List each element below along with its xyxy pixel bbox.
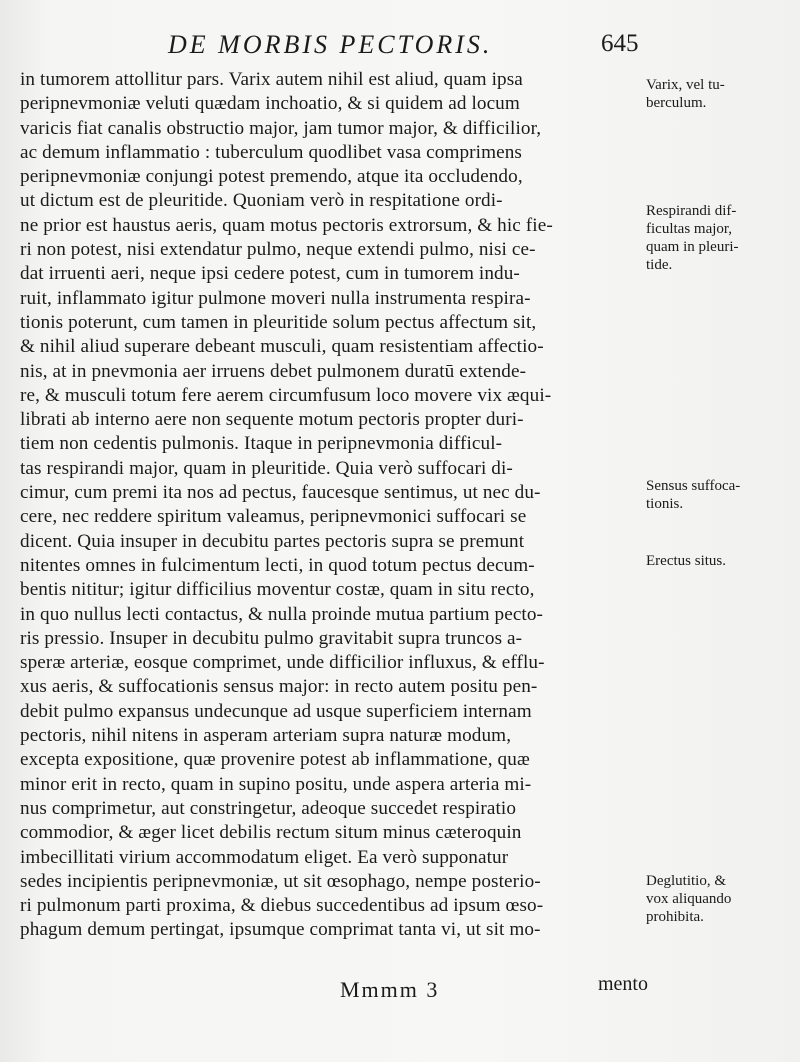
margin-note-varix xyxy=(646,76,798,112)
text-line: varicis fiat canalis obstructio major, jam tumor major, & difficilior, xyxy=(20,117,542,139)
text-line: cimur, cum premi ita nos ad pectus, faucesque sentimus, ut nec du- xyxy=(20,482,541,504)
text-line: minor erit in recto, quam in supino positu, unde aspera arteria mi- xyxy=(20,773,532,795)
text-line: ut dictum est de pleuritide. Quoniam verò in respitatione ordi- xyxy=(20,190,503,212)
text-line: ris pressio. Insuper in decubitu pulmo gravitabit supra truncos a- xyxy=(20,627,523,649)
catchword: mento xyxy=(598,973,648,995)
text-line: peripnevmoniæ conjungi potest premendo, atque ita occludendo, xyxy=(20,166,523,188)
margin-note-line: Varix, vel tu- xyxy=(646,77,725,93)
text-line: in tumorem attollitur pars. Varix autem nihil est aliud, quam ipsa xyxy=(20,69,523,90)
margin-note-deglutitio xyxy=(646,872,798,926)
text-line: & nihil aliud superare debeant musculi, quam resistentiam affectio- xyxy=(20,336,544,358)
running-head: DE MORBIS PECTORIS. xyxy=(168,30,493,59)
margin-note-line: Erectus situs. xyxy=(646,553,726,569)
margin-note-erectus xyxy=(646,552,798,570)
text-line: speræ arteriæ, eosque comprimet, unde difficilior influxus, & efflu- xyxy=(20,652,545,674)
margin-note-line: vox aliquando xyxy=(646,891,732,907)
text-line: ruit, inflammato igitur pulmone moveri nulla instrumenta respira- xyxy=(20,287,531,309)
margin-note-line: quam in pleuri- xyxy=(646,239,739,255)
text-line: sedes incipientis peripnevmoniæ, ut sit œsophago, nempe posterio- xyxy=(20,870,541,892)
text-line: imbecillitati virium accommodatum eliget. Ea verò supponatur xyxy=(20,846,509,868)
text-line: phagum demum pertingat, ipsumque comprimat tanta vi, ut sit mo- xyxy=(20,919,541,941)
text-line: librati ab interno aere non sequente motum pectoris propter duri- xyxy=(20,409,524,431)
text-line: bentis nititur; igitur difficilius moventur costæ, quam in situ recto, xyxy=(20,579,535,601)
text-line: ac demum inflammatio : tuberculum quodlibet vasa comprimens xyxy=(20,141,522,163)
text-line: re, & musculi totum fere aerem circumfusum loco movere vix æqui- xyxy=(20,384,552,406)
margin-note-line: ficultas major, xyxy=(646,221,733,237)
text-line: dat irruenti aeri, neque ipsi cedere potest, cum in tumorem indu- xyxy=(20,263,520,285)
text-line: cere, nec reddere spiritum valeamus, peripnevmonici suffocari se xyxy=(20,506,527,528)
margin-note-sensus xyxy=(646,477,798,513)
body-text xyxy=(20,68,642,943)
text-line: tas respirandi major, quam in pleuritide. Quia verò suffocari di- xyxy=(20,457,513,479)
margin-note-line: Respirandi dif- xyxy=(646,203,737,219)
text-line: peripnevmoniæ veluti quædam inchoatio, & si quidem ad locum xyxy=(20,93,520,115)
margin-note-line: tide. xyxy=(646,257,673,273)
text-line: commodior, & æger licet debilis rectum situm minus cæteroquin xyxy=(20,822,522,844)
text-line: in quo nullus lecti contactus, & nulla proinde mutua partium pecto- xyxy=(20,603,544,625)
text-line: tiem non cedentis pulmonis. Itaque in peripnevmonia difficul- xyxy=(20,433,503,455)
page-number: 645 xyxy=(601,30,639,57)
text-line: ri non potest, nisi extendatur pulmo, neque extendi pulmo, nisi ce- xyxy=(20,239,536,261)
margin-note-line: tionis. xyxy=(646,496,684,512)
text-line: excepta expositione, quæ provenire potest ab inflammatione, quæ xyxy=(20,749,530,771)
text-line: nus comprimetur, aut constringetur, adeoque succedet respiratio xyxy=(20,797,517,819)
text-line: dicent. Quia insuper in decubitu partes pectoris supra se premunt xyxy=(20,530,525,552)
text-line: tionis poterunt, cum tamen in pleuritide solum pectus affectum sit, xyxy=(20,311,537,333)
text-line: pectoris, nihil nitens in asperam arteriam supra naturæ modum, xyxy=(20,725,512,747)
margin-note-line: Sensus suffoca- xyxy=(646,478,741,494)
margin-note-line: Deglutitio, & xyxy=(646,873,726,889)
text-line: ne prior est haustus aeris, quam motus pectoris extrorsum, & hic fie- xyxy=(20,214,553,236)
text-line: xus aeris, & suffocationis sensus major: in recto autem positu pen- xyxy=(20,676,538,698)
margin-note-respirandi xyxy=(646,202,798,274)
text-line: nitentes omnes in fulcimentum lecti, in quod totum pectus decum- xyxy=(20,554,535,576)
text-line: ri pulmonum parti proxima, & diebus succedentibus ad ipsum œso- xyxy=(20,895,544,917)
margin-note-line: prohibita. xyxy=(646,909,704,925)
margin-note-line: berculum. xyxy=(646,95,707,111)
signature-mark: Mmmm 3 xyxy=(340,977,440,1002)
text-line: nis, at in pnevmonia aer irruens debet pulmonem duratū extende- xyxy=(20,360,527,382)
text-line: debit pulmo expansus undecunque ad usque superficiem internam xyxy=(20,700,532,722)
